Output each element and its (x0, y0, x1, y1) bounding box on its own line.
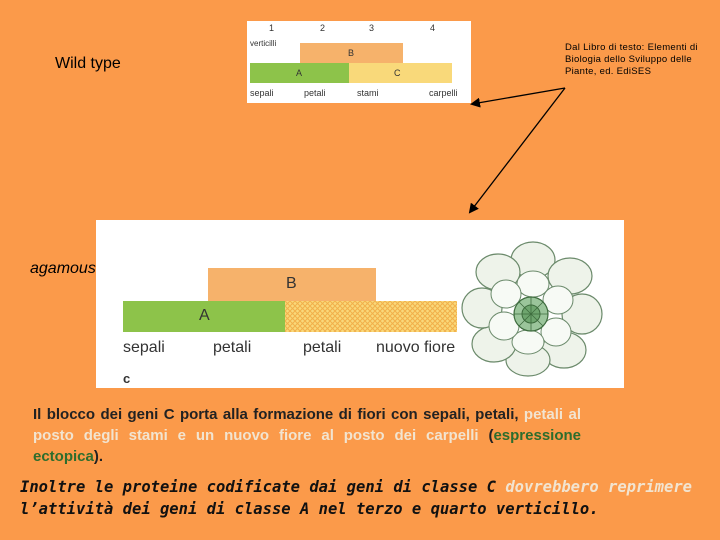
gene-b-label: B (348, 48, 355, 58)
gene-c-label: C (394, 68, 401, 78)
arrow-to-wild-type (472, 88, 565, 104)
final-highlight: dovrebbero reprimere (505, 478, 692, 496)
panel-letter: c (123, 371, 131, 386)
final-part-3: l’attività dei geni di classe A nel terzo e quarto verticillo. (20, 500, 599, 518)
agamous-organ-petali-1: petali (213, 339, 252, 356)
whorls-row-label: verticilli (250, 39, 277, 48)
organ-petali: petali (304, 88, 326, 98)
whorl-number-3: 3 (369, 23, 375, 33)
agamous-organ-petali-2: petali (303, 339, 342, 356)
agamous-gene-b-label: B (286, 275, 297, 292)
agamous-gene-a-label: A (199, 307, 210, 324)
source-credit: Dal Libro di testo: Elementi di Biologia dello Sviluppo delle Piante, ed. EdiSES (565, 42, 698, 77)
organ-sepali: sepali (250, 88, 274, 98)
agamous-organ-nuovo-fiore: nuovo fiore (376, 339, 456, 356)
organ-carpelli: carpelli (429, 88, 458, 98)
description-highlight: petali al posto degli stami e un nuovo fiore al posto dei carpelli (33, 406, 581, 444)
organ-stami: stami (357, 88, 379, 98)
whorl-number-1: 1 (269, 23, 275, 33)
description-part-5: ). (93, 448, 104, 465)
description-part-1: Il blocco dei geni C porta alla formazione di fiori con sepali, petali, (33, 406, 524, 423)
wild-type-label: Wild type (55, 55, 121, 72)
agamous-organ-sepali: sepali (123, 339, 165, 356)
description-paragraph (33, 404, 581, 467)
final-part-1: Inoltre le proteine codificate dai geni di classe C (20, 478, 506, 496)
gene-a-label: A (296, 68, 303, 78)
final-paragraph (20, 476, 692, 520)
ectopic-expression-term: espressione ectopica (33, 427, 581, 465)
description-part-3: ( (478, 427, 494, 444)
arrow-to-flower (470, 88, 565, 212)
whorl-number-2: 2 (320, 23, 326, 33)
whorl-number-4: 4 (430, 23, 436, 33)
agamous-label: agamous (30, 260, 96, 277)
